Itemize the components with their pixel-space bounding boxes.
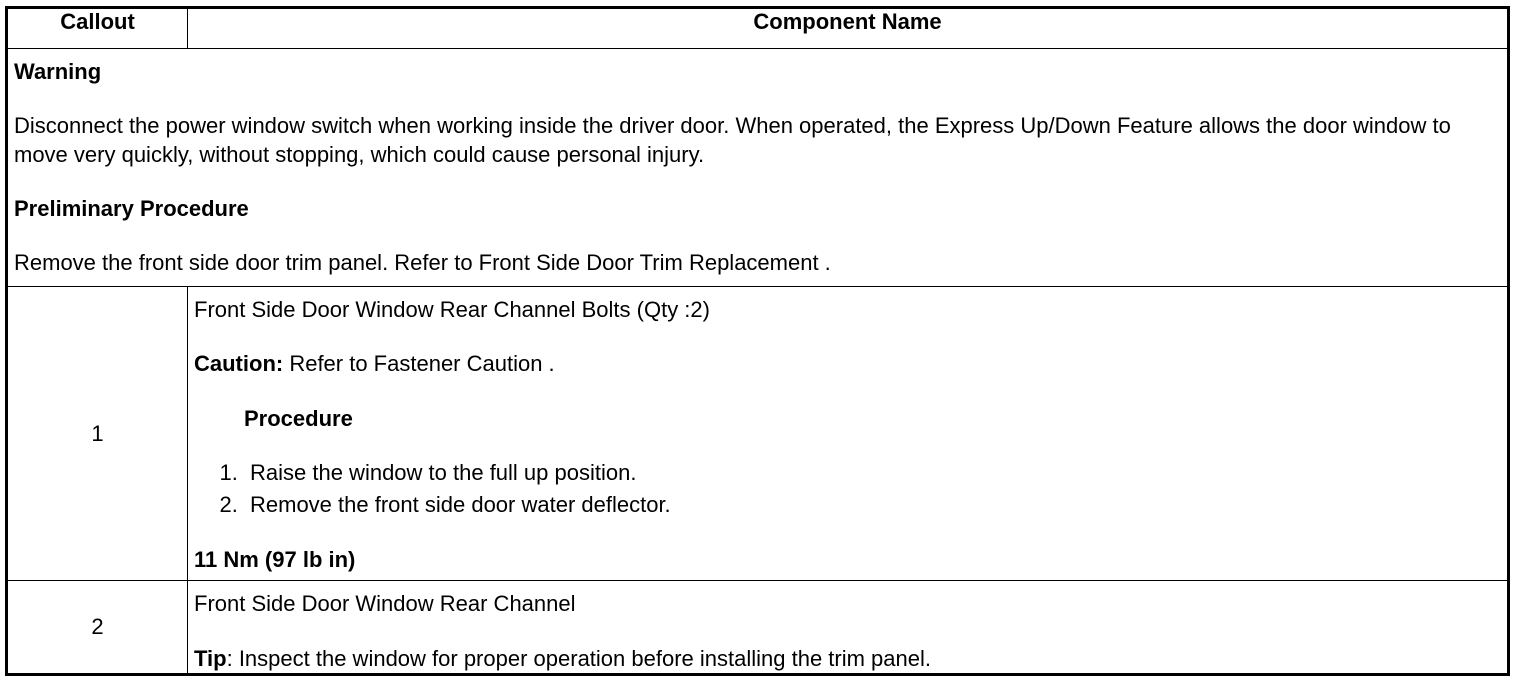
component-cell (188, 581, 1509, 675)
table-row (7, 581, 1509, 675)
table-header-row (7, 8, 1509, 49)
callout-number: 1 (7, 287, 188, 581)
callout-number: 2 (7, 581, 188, 675)
tip-label: Tip (194, 646, 227, 671)
preliminary-text: Remove the front side door trim panel. Refer to Front Side Door Trim Replacement . (14, 250, 831, 275)
preliminary-title: Preliminary Procedure (14, 196, 249, 221)
caution-label: Caution: (194, 351, 284, 376)
component-name: Front Side Door Window Rear Channel (194, 591, 576, 616)
table-row (7, 287, 1509, 581)
tip-text: : Inspect the window for proper operation before installing the trim panel. (226, 646, 931, 671)
intro-row (7, 49, 1509, 287)
procedure-title: Procedure (244, 406, 353, 431)
list-item: 1. Raise the window to the full up position. (244, 457, 1507, 489)
component-table (5, 6, 1510, 676)
caution-text: Refer to Fastener Caution . (283, 351, 555, 376)
component-cell (188, 287, 1509, 581)
warning-title: Warning (14, 59, 102, 84)
component-name-column-header: Component Name (188, 8, 1509, 49)
procedure-steps (194, 457, 1507, 521)
list-item: 2. Remove the front side door water deflector. (244, 489, 1507, 521)
caution-line (194, 349, 1507, 378)
intro-cell (7, 49, 1509, 287)
component-name: Front Side Door Window Rear Channel Bolts (Qty :2) (194, 297, 710, 322)
callout-column-header: Callout (7, 8, 188, 49)
warning-text: Disconnect the power window switch when working inside the driver door. When operated, the Express Up/Down Feature allows the door window to move very quickly, without stopping, which could cause personal injury. (14, 113, 1451, 167)
torque-spec: 11 Nm (97 lb in) (194, 547, 356, 572)
tip-line (194, 644, 1507, 673)
